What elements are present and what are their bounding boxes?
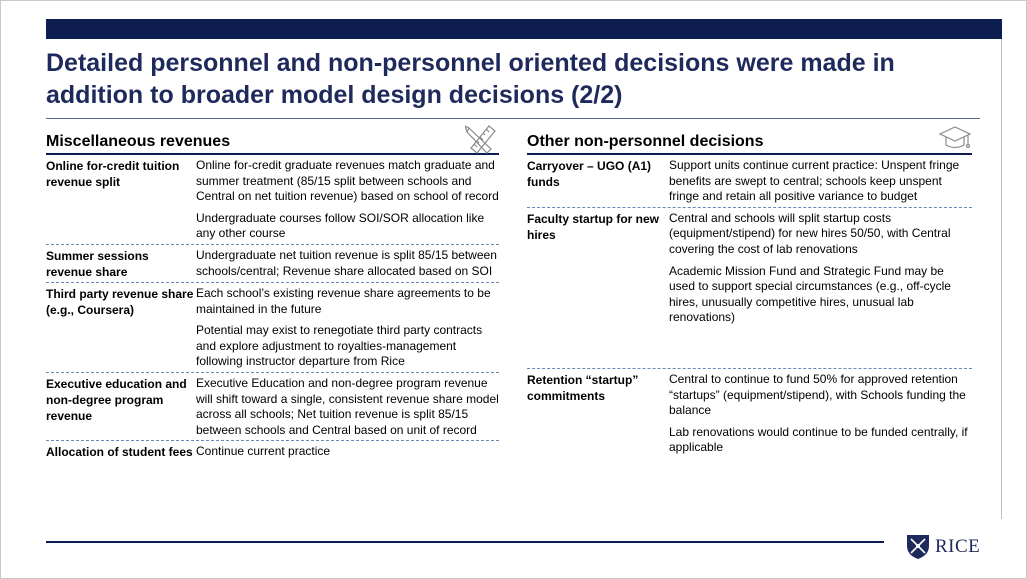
description-paragraph: Central and schools will split startup costs (equipment/stipend) for new hires 50/50, with Central covering the cost of lab renovations: [669, 210, 951, 256]
table-row: [46, 245, 499, 283]
title-divider: [46, 118, 980, 119]
description-paragraph: Continue current practice: [196, 444, 331, 459]
description-paragraph: Undergraduate courses follow SOI/SOR allocation like any other course: [196, 210, 485, 241]
row-label: Third party revenue share (e.g., Coursera): [46, 286, 194, 317]
description-paragraph: Central to continue to fund 50% for approved retention “startups” (equipment/stipend), with Schools funding the balance: [669, 371, 966, 418]
section-title: Miscellaneous revenues: [46, 133, 231, 150]
row-label: Faculty startup for new hires: [527, 211, 660, 242]
row-description: [196, 444, 499, 460]
logo-text: RICE: [935, 536, 981, 557]
table-row: [46, 283, 499, 373]
row-description: [669, 211, 972, 326]
table-row: [527, 155, 972, 208]
graduation-cap-icon: [938, 122, 972, 154]
right-edge-line: [1001, 39, 1002, 519]
row-label: Retention “startup” commitments: [527, 372, 639, 403]
row-label: Online for-credit tuition revenue split: [46, 159, 180, 189]
row-description: [196, 376, 499, 438]
misc-revenues-column: [46, 130, 499, 462]
pencil-ruler-icon: [465, 122, 499, 154]
non-personnel-column: [527, 130, 972, 458]
top-banner: [46, 19, 1002, 39]
description-paragraph: Executive Education and non-degree program revenue will shift toward a single, consistent revenue share model across all schools; Net tuition revenue is split 85/15 between schools and Central based on unit of record: [196, 375, 499, 437]
row-label: Executive education and non-degree program revenue: [46, 376, 187, 423]
description-paragraph: Each school’s existing revenue share agreements to be maintained in the future: [196, 285, 491, 316]
non-personnel-table: [527, 155, 972, 458]
description-paragraph: Academic Mission Fund and Strategic Fund may be used to support special circumstances (e.g., off-cycle hires, unusually competitive hires, unusual lab renovations): [669, 263, 951, 325]
row-description: [669, 372, 972, 456]
description-paragraph: Potential may exist to renegotiate third party contracts and explore adjustment to royalties-management following instructor departure from Rice: [196, 323, 483, 369]
page-title: Detailed personnel and non-personnel oriented decisions were made in addition to broader model design decisions (2/2): [46, 49, 895, 109]
description-paragraph: Online for-credit graduate revenues match graduate and summer treatment (85/15 split between schools and Central on net tuition revenue) based on school of record: [196, 158, 499, 204]
table-row: [46, 441, 499, 462]
row-label: Allocation of student fees: [46, 445, 193, 460]
rice-shield-icon: [906, 534, 930, 560]
table-row: [46, 373, 499, 441]
row-description: [196, 248, 499, 280]
table-row: [527, 369, 972, 458]
row-description: [669, 158, 972, 205]
footer-line: [46, 541, 884, 543]
row-description: [196, 158, 499, 242]
table-row: [46, 155, 499, 245]
description-paragraph: Lab renovations would continue to be funded centrally, if applicable: [669, 424, 968, 455]
row-description: [196, 286, 499, 370]
misc-revenues-table: [46, 155, 499, 462]
row-label: Carryover – UGO (A1) funds: [527, 159, 652, 189]
table-row: [527, 208, 972, 369]
description-paragraph: Support units continue current practice: Unspent fringe benefits are swept to central; schools keep unspent fringe and retain all positive variance to budget: [669, 158, 960, 204]
section-title: Other non-personnel decisions: [527, 133, 764, 150]
rice-logo: [906, 534, 980, 560]
section-header-misc-revenues: [46, 130, 499, 155]
row-label: Summer sessions revenue share: [46, 248, 149, 279]
description-paragraph: Undergraduate net tuition revenue is split 85/15 between schools/central; Revenue share allocated based on SOI: [196, 247, 497, 278]
section-header-non-personnel: [527, 130, 972, 155]
